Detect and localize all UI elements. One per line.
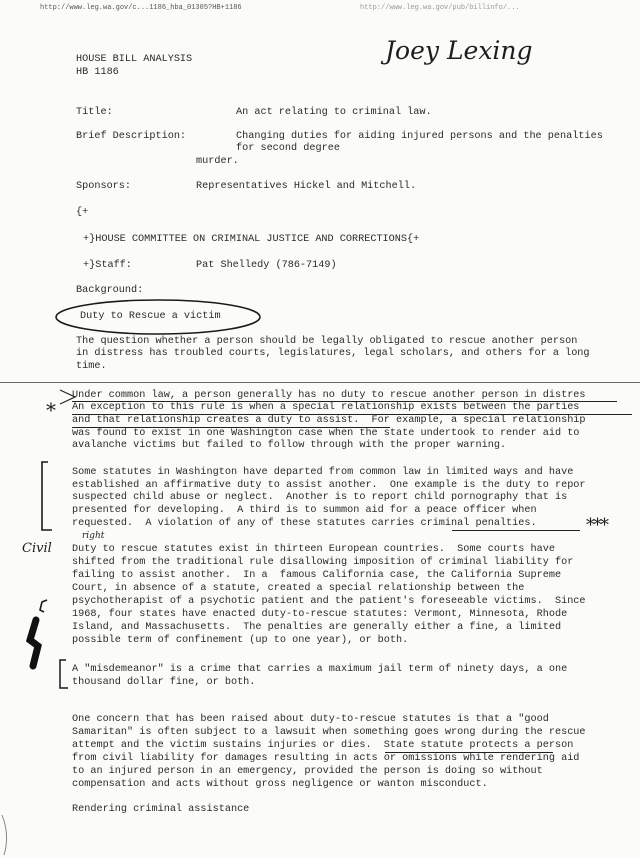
- doc-heading: HOUSE BILL ANALYSIS: [76, 54, 193, 65]
- p4-line: Duty to rescue statutes exist in thirteen European countries. Some courts have: [72, 544, 555, 555]
- p5-line: thousand dollar fine, or both.: [72, 677, 256, 688]
- bracket-marker: {+: [76, 207, 89, 218]
- sponsors-value: Representatives Hickel and Mitchell.: [196, 181, 417, 192]
- p4-line: failing to assist another. In a famous California case, the California Supreme: [72, 570, 562, 581]
- handwritten-asterisk-left: *: [46, 398, 56, 422]
- p4-line: shifted from the traditional rule disallowing imposition of criminal liability for: [72, 557, 574, 568]
- p4-line: 1968, four states have enacted duty-to-rescue statutes: Vermont, Minnesota, Rhode: [72, 609, 568, 620]
- p2-line: and that relationship creates a duty to assist. For example, a special relationship: [72, 415, 586, 426]
- sponsors-label: Sponsors:: [76, 181, 132, 192]
- handwritten-margin-right: right: [82, 531, 105, 541]
- title-value: An act relating to criminal law.: [236, 107, 432, 118]
- p3-line: established an affirmative duty to assist another. One example is the duty to repor: [72, 480, 586, 491]
- staff-value: Pat Shelledy (786-7149): [196, 260, 337, 271]
- bracket-mark-p4: [40, 600, 47, 612]
- underline-p2-line2: [72, 414, 632, 415]
- p4-line: Court, in absence of a statute, created a special relationship between the: [72, 583, 525, 594]
- p6-line: from civil liability for damages resulting in acts or omissions while rendering aid: [72, 753, 580, 764]
- p6-line: One concern that has been raised about duty-to-rescue statutes is that a "good: [72, 714, 549, 725]
- p6-line: Samaritan" is often subject to a lawsuit when something goes wrong during the rescue: [72, 727, 586, 738]
- p2-line: was found to exist in one Washington case when the state undertook to render aid to: [72, 428, 580, 439]
- corner-curl: [2, 815, 7, 855]
- bracket-mark-p5: [60, 660, 68, 688]
- closing-heading: Rendering criminal assistance: [72, 804, 250, 815]
- bracket-mark-p3: [42, 462, 52, 530]
- p3-line: requested. A violation of any of these statutes carries criminal penalties.: [72, 518, 537, 529]
- p2-line: An exception to this rule is when a special relationship exists between the parties: [72, 402, 580, 413]
- handwritten-name: Joey Lexing: [385, 36, 533, 65]
- p3-line: suspected child abuse or neglect. Another is to report child pornography that is: [72, 492, 568, 503]
- scribble-mark: [30, 620, 38, 666]
- p1-line: in distress has troubled courts, legislatures, legal scholars, and others for a long: [76, 348, 590, 359]
- brief-label: Brief Description:: [76, 131, 187, 142]
- underline-criminal-penalties: [452, 530, 580, 531]
- brief-line-1: Changing duties for aiding injured persons and the penalties: [236, 131, 603, 142]
- title-label: Title:: [76, 107, 113, 118]
- header-url-left: http://www.leg.wa.gov/c...1186_hba_01305?HB+1186: [40, 4, 242, 12]
- brief-line-2: for second degree: [236, 143, 340, 154]
- p4-line: Island, and Massachusetts. The penalties are generally either a fine, a limited: [72, 622, 562, 633]
- p5-line: A "misdemeanor" is a crime that carries a maximum jail term of ninety days, a one: [72, 664, 568, 675]
- p2-line: avalanche victims but failed to follow through with the proper warning.: [72, 440, 507, 451]
- p6-line: to an injured person in an emergency, provided the person is doing so without: [72, 766, 543, 777]
- p6-line: compensation and acts without gross negligence or wanton misconduct.: [72, 779, 488, 790]
- p1-line: The question whether a person should be legally obligated to rescue another person: [76, 336, 578, 347]
- bill-number: HB 1186: [76, 67, 119, 78]
- underline-p2-line1: [72, 401, 617, 402]
- underline-p2-line3: [72, 427, 390, 428]
- p4-line: possible term of confinement (up to one year), or both.: [72, 635, 409, 646]
- p3-line: Some statutes in Washington have departed from common law in limited ways and have: [72, 467, 574, 478]
- underline-state-statute: [385, 752, 553, 753]
- p4-line: psychotherapist of a psychotic patient and the patient's foreseeable victims. Since: [72, 596, 586, 607]
- section-heading: Duty to Rescue a victim: [80, 311, 221, 322]
- handwritten-margin-civil: Civil: [22, 541, 52, 556]
- header-url-right: http://www.leg.wa.gov/pub/billinfo/...: [360, 4, 520, 12]
- background-label: Background:: [76, 285, 144, 296]
- handwritten-asterisks-right: ***: [586, 515, 607, 536]
- p3-line: presented for developing. A third is to summon aid for a peace officer when: [72, 505, 537, 516]
- p1-line: time.: [76, 361, 107, 372]
- staff-label: +}Staff:: [83, 260, 132, 271]
- page-divider: [0, 382, 640, 383]
- committee-line: +}HOUSE COMMITTEE ON CRIMINAL JUSTICE AND CORRECTIONS{+: [83, 234, 420, 245]
- p2-line: Under common law, a person generally has no duty to rescue another person in distres: [72, 390, 586, 401]
- brief-line-3: murder.: [196, 156, 239, 167]
- p6-line: attempt and the victim sustains injuries or dies. State statute protects a person: [72, 740, 574, 751]
